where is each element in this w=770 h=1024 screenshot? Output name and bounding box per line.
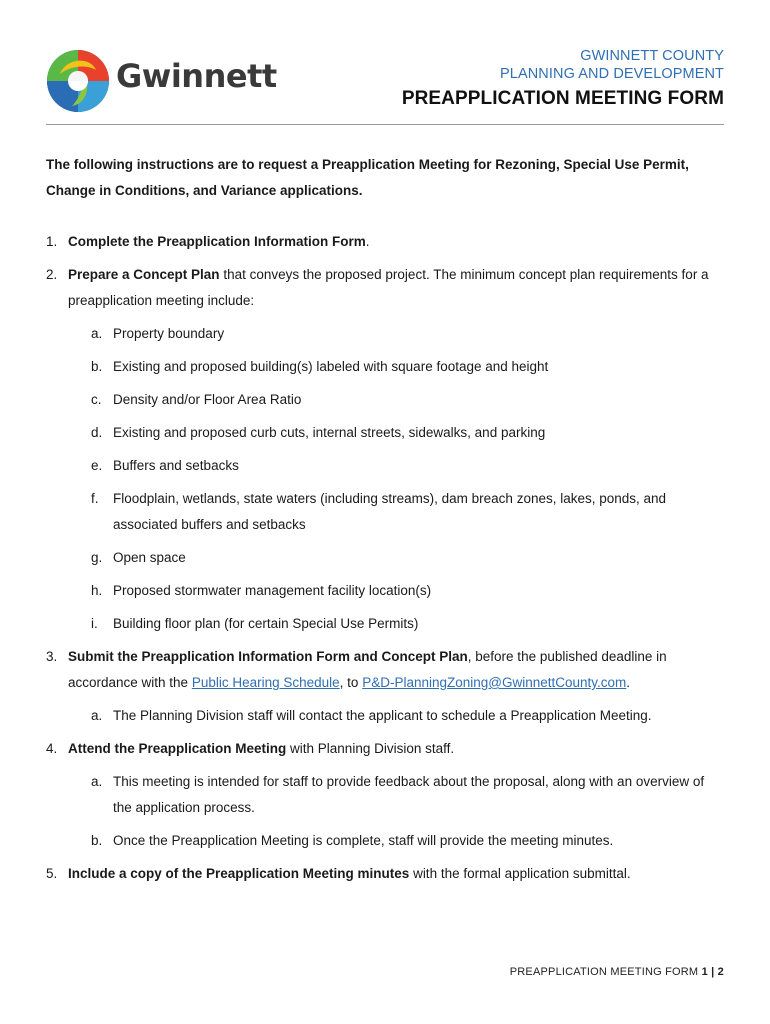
step-number: 3. <box>46 649 58 664</box>
steps-list <box>46 229 726 887</box>
meeting-substeps <box>68 769 726 854</box>
step-heading: Attend the Preapplication Meeting <box>68 741 287 756</box>
item-letter: f. <box>91 491 99 506</box>
page-footer <box>510 966 724 978</box>
logo-wordmark: Gwinnett <box>116 57 277 95</box>
list-item <box>68 703 726 729</box>
list-item <box>68 611 726 637</box>
step-heading: Include a copy of the Preapplication Meeting minutes <box>68 866 410 881</box>
item-letter: c. <box>91 392 102 407</box>
list-item <box>68 321 726 347</box>
item-text: Floodplain, wetlands, state waters (including streams), dam breach zones, lakes, ponds, and associated buffers and setbacks <box>113 491 667 532</box>
public-hearing-schedule-link[interactable]: Public Hearing Schedule <box>191 675 340 690</box>
gwinnett-logo <box>46 48 277 114</box>
form-instructions <box>46 152 726 894</box>
item-letter: e. <box>91 458 103 473</box>
item-text: Density and/or Floor Area Ratio <box>113 392 302 407</box>
submit-substeps <box>68 703 726 729</box>
list-item <box>68 354 726 380</box>
item-letter: i. <box>91 616 98 631</box>
item-letter: b. <box>91 833 103 848</box>
step-1 <box>46 229 726 255</box>
item-letter: a. <box>91 326 103 341</box>
header-divider <box>46 124 724 125</box>
department-name: PLANNING AND DEVELOPMENT <box>500 66 724 82</box>
item-text: Existing and proposed curb cuts, internal streets, sidewalks, and parking <box>113 425 546 440</box>
step-number: 2. <box>46 267 58 282</box>
item-text: Proposed stormwater management facility location(s) <box>113 583 432 598</box>
intro-paragraph: The following instructions are to request a Preapplication Meeting for Rezoning, Special Use Permit, Change in Conditions, and Variance applications. <box>46 157 689 198</box>
step-text: with Planning Division staff. <box>286 741 455 756</box>
step-5 <box>46 861 726 887</box>
step-number: 1. <box>46 234 58 249</box>
item-text: Property boundary <box>113 326 225 341</box>
item-text: Once the Preapplication Meeting is complete, staff will provide the meeting minutes. <box>113 833 614 848</box>
list-item <box>68 578 726 604</box>
page-number: 1 | 2 <box>701 966 724 978</box>
planning-zoning-email-link[interactable]: P&D-PlanningZoning@GwinnettCounty.com <box>362 675 627 690</box>
list-item <box>68 387 726 413</box>
form-title: PREAPPLICATION MEETING FORM <box>401 88 724 109</box>
step-heading: Prepare a Concept Plan <box>68 267 220 282</box>
item-letter: h. <box>91 583 103 598</box>
list-item <box>68 828 726 854</box>
step-heading: Submit the Preapplication Information Form and Concept Plan <box>68 649 468 664</box>
list-item <box>68 420 726 446</box>
county-name: GWINNETT COUNTY <box>580 48 724 64</box>
item-letter: b. <box>91 359 103 374</box>
item-letter: d. <box>91 425 103 440</box>
item-text: The Planning Division staff will contact the applicant to schedule a Preapplication Meeting. <box>113 708 652 723</box>
list-item <box>68 453 726 479</box>
step-3 <box>46 644 726 729</box>
list-item <box>68 545 726 571</box>
step-text: that conveys the proposed project. The minimum concept plan requirements for a preapplication meeting include: <box>68 267 709 308</box>
step-number: 5. <box>46 866 58 881</box>
concept-plan-requirements <box>68 321 726 637</box>
list-item <box>68 486 726 538</box>
step-4 <box>46 736 726 854</box>
item-letter: a. <box>91 774 103 789</box>
step-text: . <box>626 675 631 690</box>
step-number: 4. <box>46 741 58 756</box>
item-letter: g. <box>91 550 103 565</box>
list-item <box>68 769 726 821</box>
step-text: with the formal application submittal. <box>409 866 631 881</box>
department-header <box>402 47 724 110</box>
step-2 <box>46 262 726 637</box>
footer-label: PREAPPLICATION MEETING FORM <box>509 966 699 978</box>
item-text: Existing and proposed building(s) labeled with square footage and height <box>113 359 549 374</box>
item-text: This meeting is intended for staff to provide feedback about the proposal, along with an overview of the application process. <box>113 774 705 815</box>
step-text: , before the published deadline in accordance with the <box>68 649 667 690</box>
gwinnett-logo-icon <box>46 48 110 114</box>
item-text: Buffers and setbacks <box>113 458 239 473</box>
item-text: Building floor plan (for certain Special Use Permits) <box>113 616 419 631</box>
step-text: . <box>365 234 370 249</box>
step-heading: Complete the Preapplication Information Form <box>68 234 366 249</box>
item-text: Open space <box>113 550 186 565</box>
step-text: , to <box>339 675 363 690</box>
item-letter: a. <box>91 708 103 723</box>
